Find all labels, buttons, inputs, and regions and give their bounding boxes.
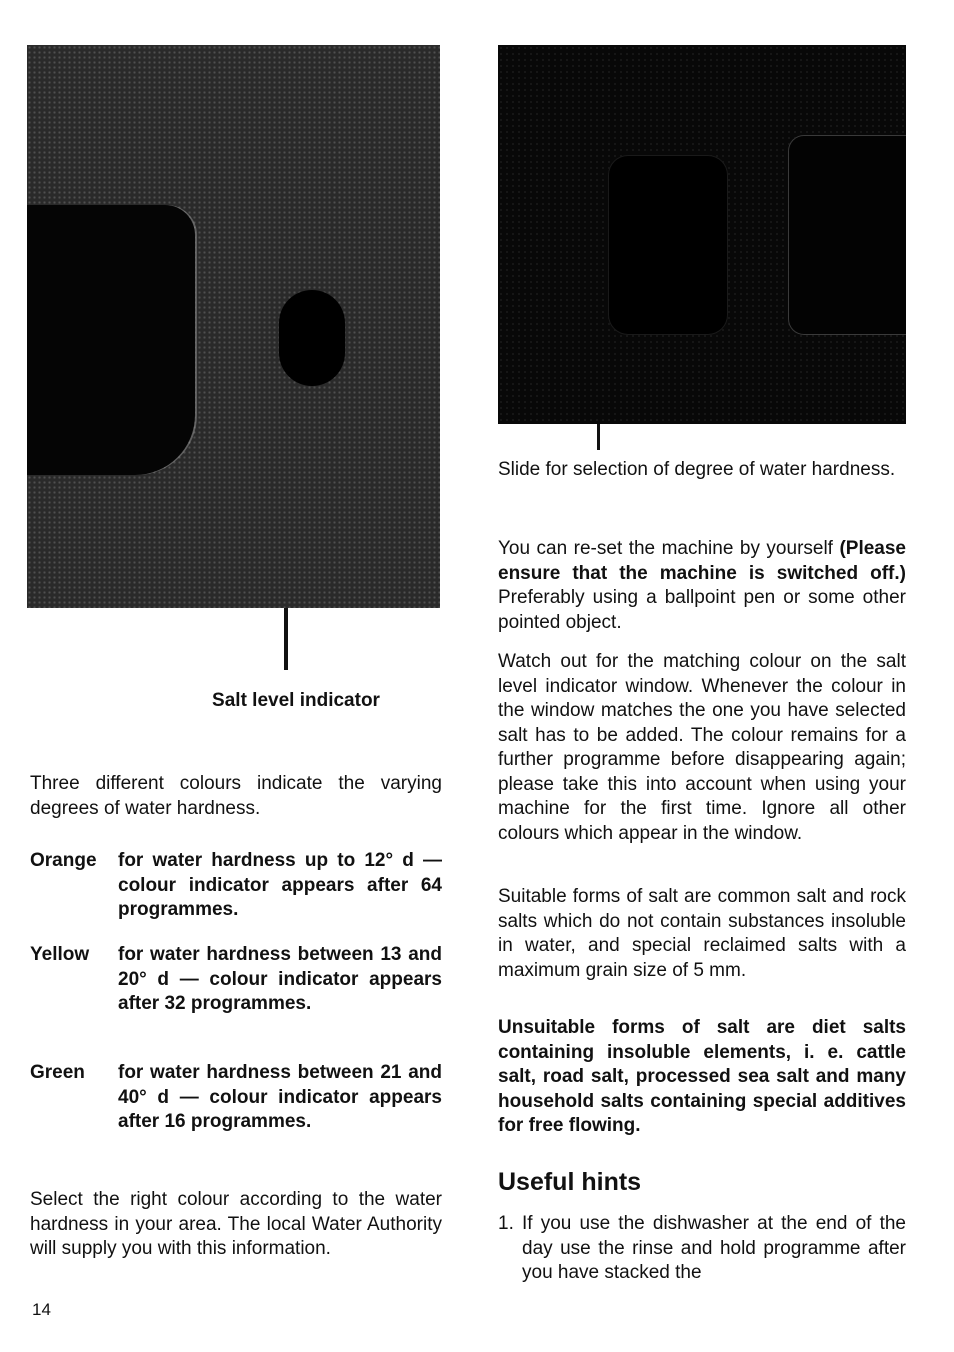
caption-pointer-line [597, 424, 600, 450]
hardness-slide [788, 135, 906, 335]
panel-recess [608, 155, 728, 335]
unsuitable-salt-paragraph: Unsuitable forms of salt are diet salts containing insoluble elements, i. e. cattle salt, road salt, processed sea salt and many household salts containing special additives for free flowing. [498, 1017, 906, 1136]
hardness-slide-photo [498, 45, 906, 424]
watch-paragraph: Watch out for the matching colour on the salt level indicator window. Whenever the colour in the window matches the one you have selected salt has to be added. The colour remains for a further programme before disappearing again; please take this into account when using your machine for the first time. Ignore all other colours which appear in the window. [498, 651, 906, 844]
hardness-desc: for water hardness between 13 and 20° d — colour indicator appears after 32 programmes. [118, 944, 442, 1014]
caption-pointer-line [284, 608, 288, 670]
hardness-term: Green [30, 1062, 85, 1083]
hardness-term: Orange [30, 850, 97, 871]
salt-container-recess [27, 205, 195, 475]
select-colour-paragraph: Select the right colour according to the water hardness in your area. The local Water Authority will supply you with this information. [30, 1189, 442, 1259]
salt-level-indicator-photo [27, 45, 440, 608]
reset-text-b: Preferably using a ballpoint pen or some other pointed object. [498, 587, 906, 633]
reset-paragraph [498, 537, 906, 635]
intro-paragraph: Three different colours indicate the varying degrees of water hardness. [30, 773, 442, 819]
salt-level-caption: Salt level indicator [212, 690, 380, 711]
hint-text: If you use the dishwasher at the end of the day use the rinse and hold programme after you have stacked the [522, 1213, 906, 1283]
useful-hints-heading: Useful hints [498, 1168, 642, 1196]
suitable-salt-paragraph: Suitable forms of salt are common salt and rock salts which do not contain substances insoluble in water, and special reclaimed salts with a maximum grain size of 5 mm. [498, 886, 906, 981]
slide-caption: Slide for selection of degree of water hardness. [498, 459, 896, 480]
hint-number: 1. [498, 1213, 514, 1234]
reset-warning: (Please ensure that the machine is switched off.) [498, 538, 906, 584]
indicator-window [279, 290, 345, 386]
hardness-desc: for water hardness up to 12° d — colour indicator appears after 64 programmes. [118, 850, 442, 920]
reset-text-a: You can re-set the machine by yourself [498, 538, 833, 559]
page-number: 14 [32, 1300, 51, 1319]
hardness-desc: for water hardness between 21 and 40° d — colour indicator appears after 16 programmes. [118, 1062, 442, 1132]
hardness-term: Yellow [30, 944, 90, 965]
